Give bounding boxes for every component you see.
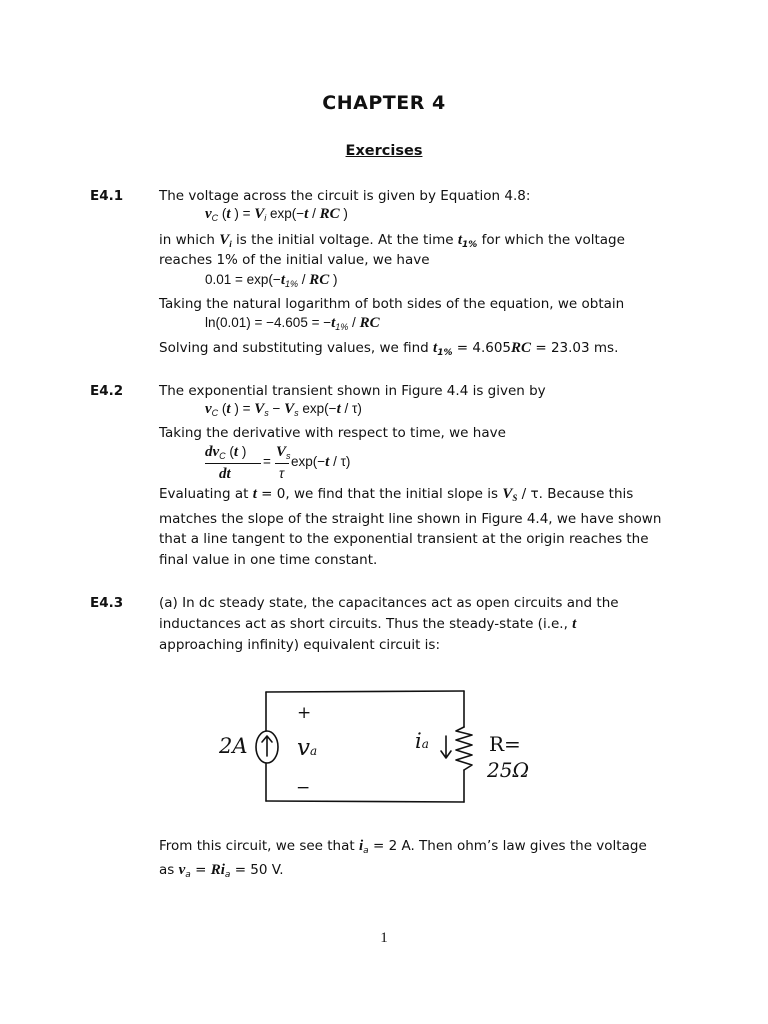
- current-arrow: [441, 736, 451, 758]
- page-number: 1: [380, 930, 388, 946]
- resistor-label-name: R=: [489, 732, 521, 756]
- circuit-top-wire: [266, 691, 464, 692]
- resistor-symbol: [456, 727, 472, 770]
- e41-equation-1: $v_C$ (t ) = $V_i$ exp(−t / RC ): [205, 206, 348, 223]
- current-source-arrow: [262, 736, 272, 756]
- plus-sign: +: [297, 703, 312, 723]
- chapter-title: CHAPTER 4: [322, 92, 446, 114]
- e43-line-5: as $v_a = Ri_a = 50$ V.: [159, 862, 284, 880]
- e42-line-4: matches the slope of the straight line shown in Figure 4.4, we have shown: [159, 511, 662, 527]
- e42-line-6: final value in one time constant.: [159, 552, 378, 568]
- e42-line-2: Taking the derivative with respect to time, we have: [159, 425, 506, 441]
- e41-line-2: in which $V_i$ is the initial voltage. At the time $t_{1\%}$ for which the voltage: [159, 232, 625, 250]
- source-label: 2A: [219, 734, 248, 758]
- e42-line-5: that a line tangent to the exponential transient at the origin reaches the: [159, 531, 649, 547]
- section-title: Exercises: [345, 143, 423, 159]
- exercise-number-e42: E4.2: [90, 383, 124, 399]
- e43-line-4: From this circuit, we see that $i_a = 2$ A. Then ohm’s law gives the voltage: [159, 838, 647, 856]
- e43-line-2: inductances act as short circuits. Thus the steady-state (i.e., t: [159, 616, 577, 632]
- e41-equation-3: $\ln(0.01) = -4.605 = -t_{1\%}$ / RC: [205, 315, 380, 332]
- e42-derivative-equation: $dv_C$ (t ) dt = $V_s$ τ exp(−t / τ): [205, 444, 351, 482]
- e41-line-4: Taking the natural logarithm of both sides of the equation, we obtain: [159, 296, 625, 312]
- voltage-label: va: [297, 735, 318, 761]
- circuit-bottom-wire: [266, 801, 464, 802]
- exercise-number-e43: E4.3: [90, 595, 124, 611]
- e43-line-3: approaching infinity) equivalent circuit is:: [159, 637, 441, 653]
- exercise-number-e41: E4.1: [90, 188, 124, 204]
- e41-line-5: Solving and substituting values, we find $t_{1\%} = 4.605RC = 23.03$ ms.: [159, 340, 619, 358]
- e43-line-1: (a) In dc steady state, the capacitances act as open circuits and the: [159, 595, 619, 611]
- e42-line-3: Evaluating at t = 0, we find that the initial slope is $V_S$ / τ. Because this: [159, 486, 634, 503]
- current-label: ia: [415, 729, 429, 753]
- e41-line-3: reaches 1% of the initial value, we have: [159, 252, 430, 268]
- resistor-label-value: 25Ω: [487, 758, 530, 782]
- e42-equation-1: $v_C$ (t ) = $V_s - V_s$ exp(−t / τ): [205, 401, 362, 418]
- e42-line-1: The exponential transient shown in Figure 4.4 is given by: [159, 383, 546, 399]
- e41-equation-2: $0.01 = \exp(-t_{1\%}$ / RC ): [205, 272, 338, 289]
- minus-sign: −: [296, 778, 311, 798]
- e41-line-1: The voltage across the circuit is given by Equation 4.8:: [159, 188, 531, 204]
